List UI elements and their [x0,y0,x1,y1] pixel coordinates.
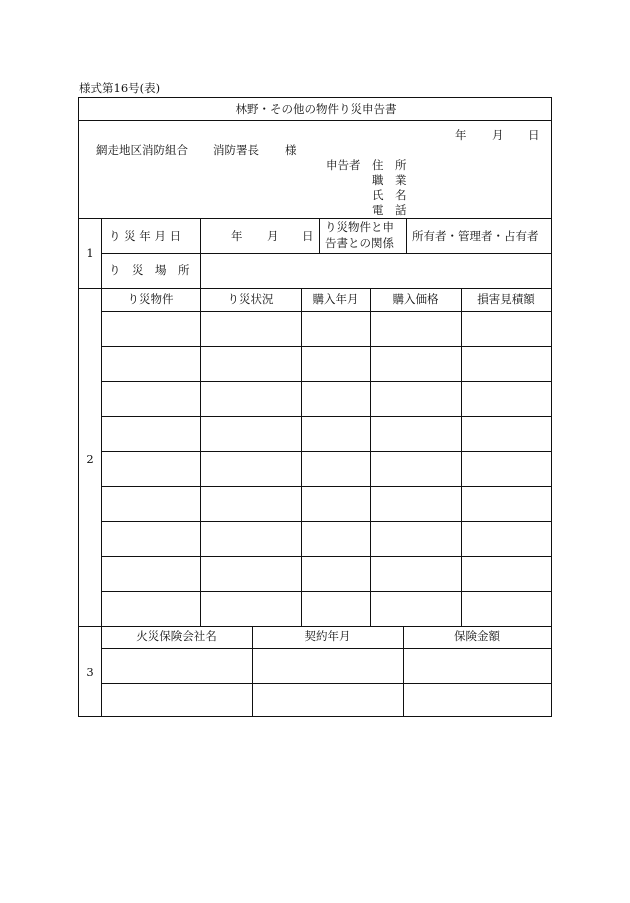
section2-row-line [101,486,551,487]
title-divider [79,120,551,121]
header-date-day: 日 [528,128,540,142]
section3-col-contract-date: 契約年月 [304,629,351,643]
section1-divider-b [319,218,320,253]
declarant-address-c1: 住 [372,158,384,172]
section1-place-label: り 災 場 所 [109,263,190,277]
section1-row-divider [101,253,551,254]
section2-header-divider [101,311,551,312]
section1-divider-a [200,218,201,253]
section2-col-damage-estimate: 損害見積額 [477,292,535,306]
section1-number: 1 [86,246,94,260]
section2-col-divider-4 [461,288,462,626]
section1-date-year: 年 [231,229,243,243]
section3-header-divider [101,648,551,649]
section1-date-label: り 災 年 月 日 [109,229,182,243]
form-title: 林野・その他の物件り災申告書 [235,102,397,116]
section2-row-line [101,346,551,347]
declarant-name-c2: 名 [395,188,407,202]
section1-relation-label-line1: り災物件と申 [325,220,394,234]
section3-col-insured-amount: 保険金額 [454,629,500,643]
section2-col-divider-3 [370,288,371,626]
section2-row-line [101,591,551,592]
section3-number: 3 [86,665,94,679]
declarant-phone-c1: 電 [372,203,384,217]
declarant-occupation-c2: 業 [395,173,407,187]
header-date-year: 年 [455,128,467,142]
section2-col-status: り災状況 [227,292,274,306]
section3-col-divider-1 [252,626,253,716]
section2-end-divider [79,626,551,627]
section2-row-line [101,451,551,452]
declarant-name-c1: 氏 [372,188,384,202]
section3-col-insurer: 火災保険会社名 [136,629,217,643]
section1-date-day: 日 [302,229,314,243]
section1-end-divider [79,288,551,289]
header-date-month: 月 [492,128,504,142]
declarant-occupation-c1: 職 [372,173,384,187]
section2-col-item: り災物件 [127,292,174,306]
declarant-address-c2: 所 [395,158,407,172]
form-number: 様式第16号(表) [79,81,161,95]
section2-row-line [101,416,551,417]
chief-title: 消防署長 [213,143,259,157]
header-divider [79,218,551,219]
section2-row-line [101,556,551,557]
section2-col-purchase-price: 購入価格 [392,292,439,306]
section1-date-month: 月 [267,229,279,243]
section3-col-divider-2 [403,626,404,716]
section2-col-divider-2 [301,288,302,626]
section1-divider-c [406,218,407,253]
honorific: 様 [285,143,297,157]
section1-relation-value: 所有者・管理者・占有者 [412,229,539,243]
section3-row-line [101,683,551,684]
section2-row-line [101,381,551,382]
fire-damage-report-form [78,97,552,717]
section1-relation-label-line2: 告書との関係 [325,236,394,250]
section2-number: 2 [86,452,94,466]
section2-col-divider-1 [200,288,201,626]
section2-row-line [101,521,551,522]
section1-place-divider [200,253,201,288]
declarant-label: 申告者 [326,158,361,172]
declarant-phone-c2: 話 [395,203,407,217]
section2-col-purchase-date: 購入年月 [312,292,359,306]
addressee: 網走地区消防組合 [96,143,188,157]
